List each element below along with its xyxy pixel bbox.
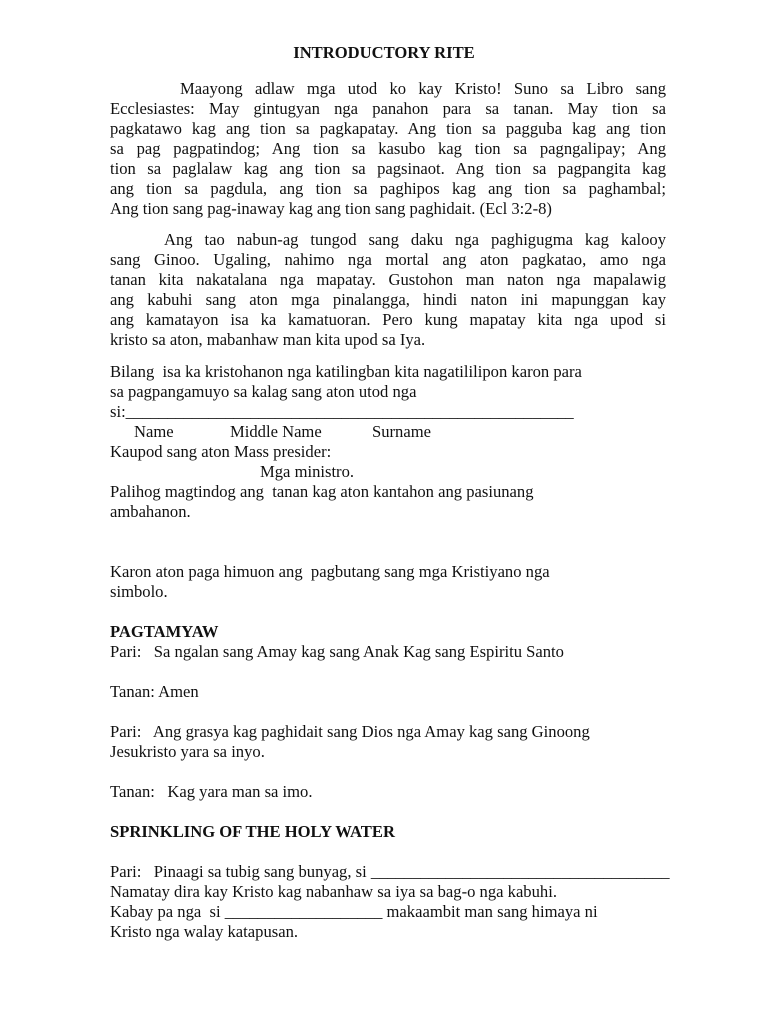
text-line: tion sa paglalaw kag ang tion sa pagsinaot. Ang tion sa pagpangita kag [110, 159, 666, 178]
text-line: Pari: Ang grasya kag paghidait sang Dios nga Amay kag sang Ginoong [110, 722, 590, 741]
text-line: simbolo. [110, 582, 168, 601]
surname-label: Surname [372, 422, 431, 441]
text-line: ang kabuhi sang aton mga pinalangga, hindi naton ini mapunggan kay [110, 290, 666, 309]
text-line: Maayong adlaw mga utod ko kay Kristo! Suno sa Libro sang [180, 79, 666, 98]
text-line: pagkatawo kag ang tion sa pagkapatay. Ang tion sa pagguba kag ang tion [110, 119, 666, 138]
deceased-name-blank: si:______________________________________________________ [110, 402, 574, 421]
text-line: Ang tion sang pag-inaway kag ang tion sang paghidait. (Ecl 3:2-8) [110, 199, 552, 218]
tanan-line: Tanan: Kag yara man sa imo. [110, 782, 313, 801]
text-line: ambahanon. [110, 502, 191, 521]
text-line: Namatay dira kay Kristo kag nabanhaw sa iya sa bag-o nga kabuhi. [110, 882, 557, 901]
text-line: ang tion sa pagdula, ang tion sa paghipos kag ang tion sa paghambal; [110, 179, 666, 198]
page-title: INTRODUCTORY RITE [293, 43, 475, 62]
text-line: sa pag pagpatindog; Ang tion sa kasubo kag tion sa pagngalipay; Ang [110, 139, 666, 158]
sprinkling-heading: SPRINKLING OF THE HOLY WATER [110, 822, 395, 841]
pagtamyaw-heading: PAGTAMYAW [110, 622, 219, 641]
text-line: Kristo nga walay katapusan. [110, 922, 299, 941]
text-line: Jesukristo yara sa inyo. [110, 742, 265, 761]
tanan-line: Tanan: Amen [110, 682, 199, 701]
name-label: Name [134, 422, 174, 441]
text-line: Kabay pa nga si ___________________ makaambit man sang himaya ni [110, 902, 598, 921]
text-line: Karon aton paga himuon ang pagbutang sang mga Kristiyano nga [110, 562, 550, 581]
kaupod-line: Kaupod sang aton Mass presider: [110, 442, 332, 461]
text-line: ang kamatayon isa ka kamatuoran. Pero kung mapatay kita nga upod si [110, 310, 666, 329]
pari-line: Pari: Sa ngalan sang Amay kag sang Anak Kag sang Espiritu Santo [110, 642, 564, 661]
text-line: Pari: Pinaagi sa tubig sang bunyag, si ____________________________________ [110, 862, 670, 881]
middle-name-label: Middle Name [230, 422, 322, 441]
text-line: tanan kita nakatalana nga mapatay. Gustohon man naton nga mapalawig [110, 270, 666, 289]
text-line: Bilang isa ka kristohanon nga katilingban kita nagatililipon karon para [110, 362, 582, 381]
text-line: Ecclesiastes: May gintugyan nga panahon para sa tanan. May tion sa [110, 99, 666, 118]
text-line: kristo sa aton, mabanhaw man kita upod sa Iya. [110, 330, 426, 349]
text-line: Ang tao nabun-ag tungod sang daku nga paghigugma kag kalooy [164, 230, 666, 249]
ministro-line: Mga ministro. [260, 462, 355, 481]
text-line: sang Ginoo. Ugaling, nahimo nga mortal ang aton pagkatao, amo nga [110, 250, 666, 269]
text-line: sa pagpangamuyo sa kalag sang aton utod nga [110, 382, 417, 401]
text-line: Palihog magtindog ang tanan kag aton kantahon ang pasiunang [110, 482, 534, 501]
